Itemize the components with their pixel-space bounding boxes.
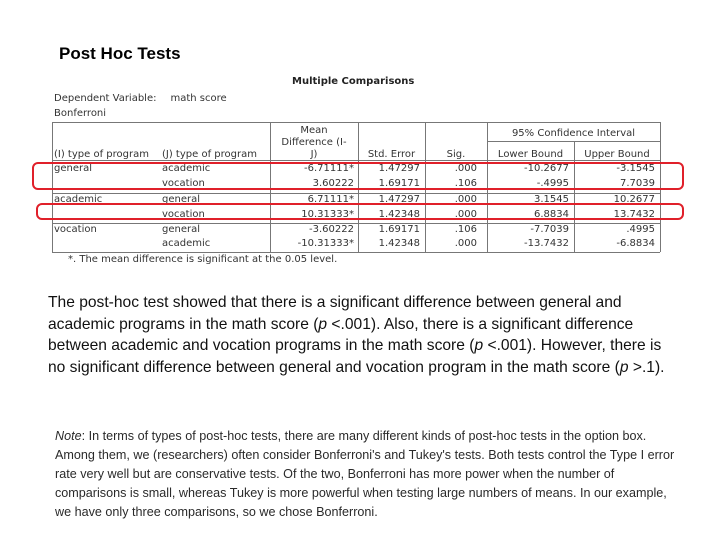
row-mean-diff: 3.60222 [312, 178, 354, 189]
table-title: Multiple Comparisons [292, 76, 415, 87]
summary-text: The post-hoc test showed that there is a significant difference between general and academic programs in the math score ( [48, 294, 622, 333]
table-bottom-border [52, 252, 660, 253]
row-std-error: 1.47297 [378, 194, 420, 205]
p-symbol: p [474, 337, 484, 354]
row-sig: .000 [454, 238, 477, 249]
summary-text: <.001). However, there is no significant difference between general and vocation program in the math score ( [48, 337, 662, 376]
note-label: Note [55, 429, 82, 443]
header-upper-bound: Upper Bound [584, 149, 650, 160]
group-label: academic [54, 194, 103, 205]
p-symbol: p [318, 315, 328, 333]
summary-text: <.001). Also, there is a significant difference between academic and vocation programs in the math score ( [48, 315, 634, 354]
dependent-value: math score [170, 93, 227, 104]
row-sig: .000 [454, 194, 477, 205]
row-sig: .106 [454, 178, 477, 189]
summary-text: >.1). [628, 358, 665, 376]
row-std-error: 1.69171 [378, 178, 420, 189]
row-lower: -7.7039 [530, 224, 569, 235]
header-mean-diff-3: J) [310, 149, 318, 160]
header-sig: Sig. [446, 149, 466, 160]
row-lower: -.4995 [536, 178, 569, 189]
dependent-variable-line [54, 93, 227, 104]
highlight-academic-vocation [36, 203, 684, 220]
row-sig: .000 [454, 209, 477, 220]
row-lower: 6.8834 [534, 209, 569, 220]
row-j: general [162, 194, 201, 205]
row-upper: 10.2677 [613, 194, 655, 205]
row-upper: 13.7432 [613, 209, 655, 220]
row-upper: .4995 [626, 224, 655, 235]
row-mean-diff: 10.31333* [301, 209, 354, 220]
row-sig: .000 [454, 163, 477, 174]
row-upper: -3.1545 [616, 163, 655, 174]
row-upper: -6.8834 [616, 238, 655, 249]
header-ci: 95% Confidence Interval [511, 128, 636, 139]
summary-paragraph [48, 292, 680, 378]
row-lower: -10.2677 [524, 163, 569, 174]
row-std-error: 1.47297 [378, 163, 420, 174]
row-std-error: 1.42348 [378, 238, 420, 249]
method-label: Bonferroni [54, 108, 107, 119]
row-std-error: 1.69171 [378, 224, 420, 235]
header-lower-bound: Lower Bound [497, 149, 564, 160]
header-std-error: Std. Error [367, 149, 416, 160]
row-j: academic [162, 238, 211, 249]
row-mean-diff: -10.31333* [297, 238, 354, 249]
slide-title: Post Hoc Tests [59, 44, 181, 63]
note-paragraph [55, 427, 675, 522]
row-sig: .106 [454, 224, 477, 235]
row-j: vocation [162, 178, 205, 189]
header-mean-diff-2: Difference (I- [281, 137, 347, 148]
dependent-label: Dependent Variable: [54, 93, 157, 104]
header-j: (J) type of program [162, 149, 257, 160]
row-mean-diff: -3.60222 [309, 224, 354, 235]
row-j: academic [162, 163, 211, 174]
significance-footnote: *. The mean difference is significant at the 0.05 level. [68, 254, 338, 265]
row-lower: 3.1545 [534, 194, 569, 205]
group-label: general [54, 163, 93, 174]
ci-header-divider [487, 141, 660, 142]
table-top-border [52, 122, 660, 123]
row-lower: -13.7432 [524, 238, 569, 249]
row-j: general [162, 224, 201, 235]
p-symbol: p [619, 358, 629, 376]
row-upper: 7.7039 [620, 178, 655, 189]
header-mean-diff-1: Mean [300, 125, 328, 136]
row-j: vocation [162, 209, 205, 220]
row-mean-diff: 6.71111* [307, 194, 354, 205]
row-std-error: 1.42348 [378, 209, 420, 220]
highlight-general-academic [32, 162, 684, 190]
header-i: (I) type of program [54, 149, 149, 160]
note-text: : In terms of types of post-hoc tests, there are many different kinds of post-hoc tests in the option box. Among them, we (researchers) often consider Bonferroni's and Tukey's tests. Both tests control the Type I error rate very well but are conservative tests. Of the two, Bonferroni has more power when the number of comparisons is small, whereas Tukey is more powerful when testing large numbers of means. In our example, we have only three comparisons, so we chose Bonferroni. [55, 429, 675, 519]
group-label: vocation [54, 224, 97, 235]
row-mean-diff: -6.71111* [304, 163, 354, 174]
